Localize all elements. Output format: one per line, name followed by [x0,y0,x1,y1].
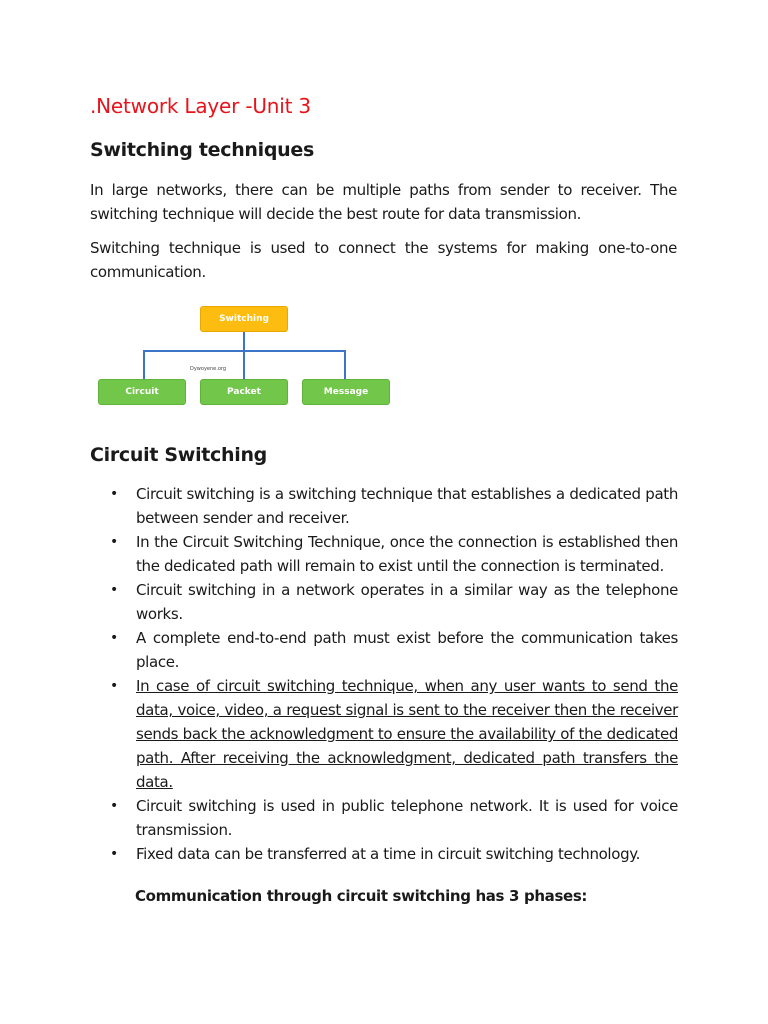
bullet-line: Circuit switching in a network operates in a similar way as the telephone [136,581,678,599]
bullet-icon: • [110,582,118,598]
diagram-connector-message [344,350,346,379]
bullet-line: works. [136,605,183,623]
phases-heading: Communication through circuit switching has 3 phases: [135,887,588,905]
bullet-line: path. After receiving the acknowledgment, dedicated path transfers the [136,749,678,767]
switching-types-diagram [96,303,392,407]
bullet-line: sends back the acknowledgment to ensure the availability of the dedicated [136,725,678,743]
bullet-line: Circuit switching is a switching technique that establishes a dedicated path [136,485,678,503]
paragraph-intro-line-2: switching technique will decide the best route for data transmission. [90,205,582,223]
bullet-line: Fixed data can be transferred at a time in circuit switching technology. [136,845,641,863]
paragraph-intro-line-1: In large networks, there can be multiple paths from sender to receiver. The [90,181,677,199]
bullet-icon: • [110,534,118,550]
bullet-item [108,482,678,530]
bullet-item [108,842,678,866]
diagram-node-switching: Switching [200,306,288,332]
bullet-line: the dedicated path will remain to exist until the connection is terminated. [136,557,664,575]
diagram-node-circuit: Circuit [98,379,186,405]
bullet-icon: • [110,486,118,502]
bullet-line: data, voice, video, a request signal is sent to the receiver then the receiver [136,701,678,719]
diagram-connector-circuit [143,350,145,379]
bullet-line: Circuit switching is used in public telephone network. It is used for voice [136,797,678,815]
diagram-connector-root [243,330,245,379]
bullet-icon: • [110,678,118,694]
bullet-line: In the Circuit Switching Technique, once the connection is established then [136,533,678,551]
paragraph-purpose-line-2: communication. [90,263,206,281]
diagram-node-message: Message [302,379,390,405]
diagram-node-packet: Packet [200,379,288,405]
bullet-item [108,578,678,626]
document-title: .Network Layer -Unit 3 [90,94,311,118]
bullet-line: between sender and receiver. [136,509,350,527]
paragraph-purpose-line-1: Switching technique is used to connect the systems for making one-to-one [90,239,677,257]
diagram-watermark: Dywoyene.org [190,366,227,372]
bullet-icon: • [110,798,118,814]
bullet-item [108,794,678,842]
paragraph-purpose [90,236,677,284]
diagram-connector-horizontal [143,350,346,352]
bullet-item-underlined [108,674,678,794]
bullet-icon: • [110,846,118,862]
bullet-item [108,530,678,578]
section-heading-switching-techniques: Switching techniques [90,139,314,161]
bullet-line: In case of circuit switching technique, when any user wants to send the [136,677,678,695]
bullet-icon: • [110,630,118,646]
bullet-line: A complete end-to-end path must exist before the communication takes [136,629,678,647]
section-heading-circuit-switching: Circuit Switching [90,444,267,466]
bullet-line: transmission. [136,821,233,839]
bullet-line: data. [136,773,173,791]
bullet-line: place. [136,653,180,671]
circuit-switching-bullet-list [108,482,678,866]
bullet-item [108,626,678,674]
paragraph-intro [90,178,677,226]
